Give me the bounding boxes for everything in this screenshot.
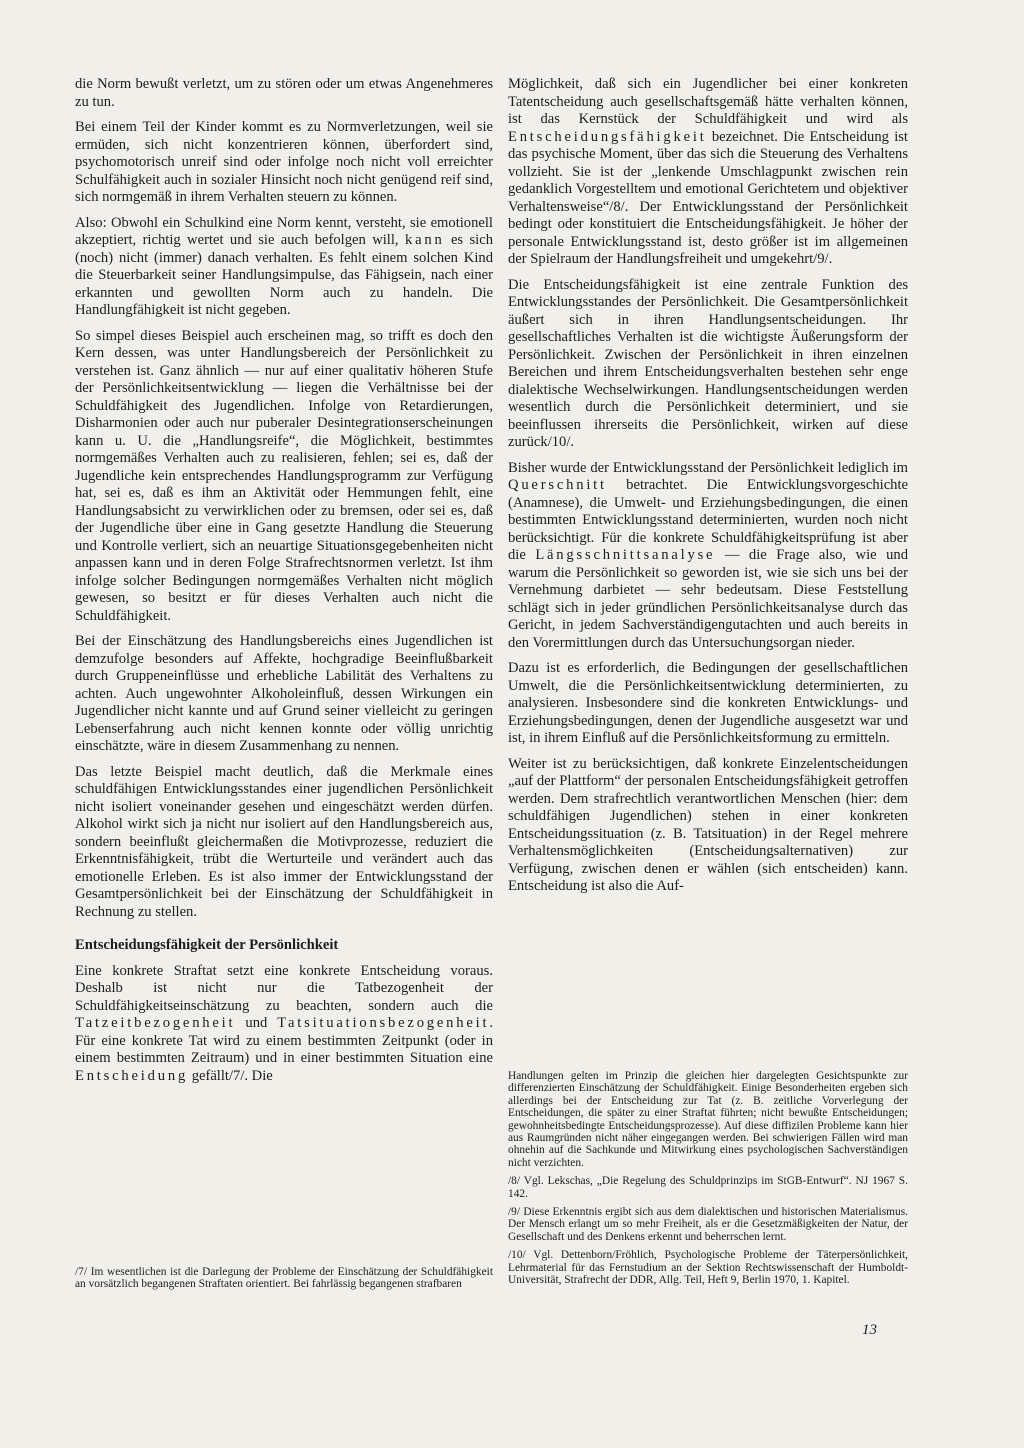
spaced-emphasis: Tatzeitbezogenheit — [75, 1015, 236, 1031]
footnote: /7/ Im wesentlichen ist die Darlegung der Probleme der Einschätzung der Schuldfähigkeit an vorsätzlich begangenen Straftaten orientiert. Bei fahrlässig begangenen strafbaren — [75, 1266, 493, 1291]
paragraph: Das letzte Beispiel macht deutlich, daß die Merkmale eines schuldfähigen Entwicklungsstandes einer jugendlichen Persönlichkeit nicht isoliert voneinander gesehen und eingeschätzt werden dürfen. Alkohol wirkt sich ja nicht nur isoliert auf den Handlungsbereich aus, sondern beeinflußt gleichermaßen die Motivprozesse, reduziert die Erkenntnisfähigkeit, trübt die Werturteile und verändert auch das emotionelle Erleben. Es ist also immer der Entwicklungsstand der Gesamtpersönlichkeit bei der Einschätzung der Schuldfähigkeit in Rechnung zu stellen. — [75, 763, 493, 920]
paragraph: So simpel dieses Beispiel auch erscheinen mag, so trifft es doch den Kern dessen, was unter Handlungsbereich der Persönlichkeit zu verstehen ist. Ganz ähnlich — nur auf einer qualitativ höheren Stufe der Persönlichkeitsentwicklung — liegen die Verhältnisse bei der Schuldfähigkeit des Jugendlichen. Infolge von Retardierungen, Disharmonien oder auch nur puberaler Desintegrationserscheinungen kann u. U. die „Handlungsreife“, die Möglichkeit, bestimmtes normgemäßes Verhalten auch zu realisieren, fehlen; sei es, daß der Jugendliche kein entsprechendes Handlungsprogramm zur Verfügung hat, sei es, daß es ihm an Aktivität oder Hemmungen fehlt, eine Handlungsabsicht zu verwirklichen oder zu bremsen, oder sei es, daß der Jugendliche über eine in Gang gesetzte Handlung die Steuerung und Kontrolle verliert, sich an neuartige Situationsgegebenheiten nicht anpassen kann und in deren Folge Strafrechtsnormen verletzt. Ist ihm infolge solcher Bedingungen normgemäßes Verhalten nicht möglich gewesen, so besitzt er für dieses Verhalten auch nicht die Schuldfähigkeit. — [75, 327, 493, 624]
text-run: Bisher wurde der Entwicklungsstand der Persönlichkeit lediglich im — [508, 459, 908, 476]
paragraph: die Norm bewußt verletzt, um zu stören oder um etwas Angenehmeres zu tun. — [75, 76, 493, 110]
paragraph: Bei einem Teil der Kinder kommt es zu Normverletzungen, weil sie ermüden, sich nicht konzentrieren können, überfordert sind, psychomotorisch unreif sind oder infolge noch nicht voll erreichter Schulfähigkeit auch in sozialer Hinsicht noch nicht genügend reif sind, sich normgemäß in ihrem Verhalten steuern zu können. — [75, 119, 493, 205]
footnote: Handlungen gelten im Prinzip die gleichen hier dargelegten Gesichtspunkte zur differenzierten Einschätzung der Schuldfähigkeit. Einige Besonderheiten ergeben sich allerdings bei der Entscheidung zur Tat (z. B. zeitliche Vorverlegung der Entscheidungen, die später zu einer Straftat führten; nicht bewußte Entscheidungen; gewohnheitsbedingte Entscheidungsprozesse). Auf diese diffizilen Probleme kann hier aus Raumgründen nicht näher eingegangen werden. Bei schwierigen Fällen wird man ohnehin auf die Sachkunde und Mitwirkung eines psychologischen Sachverständigen nicht verzichten. — [508, 1070, 908, 1169]
left-column — [75, 76, 493, 1093]
footnote: /10/ Vgl. Dettenborn/Fröhlich, Psychologische Probleme der Täterpersönlichkeit, Lehrmaterial für das Fernstudium an der Sektion Rechtswissenschaft der Humboldt-Universität, Strafrecht der DDR, Allg. Teil, Heft 9, Berlin 1970, 1. Kapitel. — [508, 1249, 908, 1287]
spaced-emphasis: Entscheidung — [75, 1067, 189, 1084]
text-run: und — [235, 1015, 278, 1031]
spaced-emphasis: kann — [404, 232, 445, 248]
section-heading: Entscheidungsfähigkeit der Persönlichkeit — [75, 937, 339, 953]
paragraph — [75, 215, 493, 320]
paragraph — [75, 963, 493, 1086]
paragraph: Weiter ist zu berücksichtigen, daß konkrete Einzelentscheidungen „auf der Plattform“ der personalen Entscheidungsfähigkeit getroffen werden. Dem strafrechtlich verantwortlichen Menschen (hier: dem schuldfähigen Jugendlichen) stehen in einer konkreten Entscheidungssituation (z. B. Tatsituation) in der Regel mehrere Verhaltensmöglichkeiten (Entscheidungsalternativen) zur Verfügung, zwischen denen er wählen (sich entscheiden) kann. Entscheidung ist also die Auf- — [508, 755, 908, 894]
footnotes-right — [508, 1070, 908, 1293]
text-run: Möglichkeit, daß sich ein Jugendlicher bei einer konkreten Tatentscheidung auch gesellschaftsgemäß hätte verhalten können, ist das Kernstück der Schuldfähigkeit und wird als — [508, 76, 908, 127]
paragraph — [508, 460, 908, 653]
paragraph: Bei der Einschätzung des Handlungsbereichs eines Jugendlichen ist demzufolge besonders auf Affekte, hochgradige Beeinflußbarkeit durch Gruppeneinflüsse und erhebliche Labilität des Verhaltens zu achten. Auch ungewohnter Alkoholeinfluß, dessen Wirkungen ein Jugendlicher nicht kannte und auf Grund seiner vielleicht zu geringen Lebenserfahrung auch nicht kennen konnte oder völlig unrichtig einschätzte, wäre in diesem Zusammenhang zu nennen. — [75, 633, 493, 754]
text-run: es sich (noch) nicht (immer) danach verhalten. Es fehlt einem solchen Kind die Steuerbarkeit seiner Handlungsimpulse, das Fähigsein, nach einer erkannten und gewollten Norm auch zu handeln. Die Handlungfähigkeit ist nicht gegeben. — [75, 232, 494, 318]
text-run: betrachtet. Die Entwicklungsvorgeschichte (Anamnese), die Umwelt- und Erziehungsbedingungen, die einen bestimmten Entwicklungsstand determinierten, wurden noch nicht berücksichtigt. Für die konkrete Schuldfähigkeitsprüfung ist aber die — [508, 477, 908, 563]
text-run: gefällt/7/. Die — [188, 1067, 273, 1084]
spaced-emphasis: Tatsituationsbezogenheit — [277, 1015, 490, 1031]
paragraph: Dazu ist es erforderlich, die Bedingungen der gesellschaftlichen Umwelt, die die Persönlichkeitsentwicklung determinierten, zu analysieren. Insbesondere sind die konkreten Entwicklungs- und Erziehungsbedingungen, denen der Jugendliche ausgesetzt war und ist, in ihrem Einfluß auf die Persönlichkeitsformung zu ermitteln. — [508, 660, 908, 746]
text-run: Also: Obwohl ein Schulkind eine Norm kennt, versteht, sie emotionell akzeptiert, richtig wertet und sie auch befolgen will, — [75, 214, 493, 248]
text-run: — die Frage also, wie und warum die Persönlichkeit so geworden ist, wie sie sich uns bei der Vernehmung darbietet — sehr bedeutsam. Diese Feststellung schlägt sich in jeder gründlichen Persönlichkeitsanalyse durch das Gericht, in jedem Sachverständigengutachten und auch bereits in den Vorermittlungen durch das Untersuchungsorgan nieder. — [508, 547, 908, 651]
text-run: bezeichnet. Die Entscheidung ist das psychische Moment, über das sich die Steuerung des Verhaltens vollzieht. Sie ist der „lenkende Umschlagpunkt zwischen rein gedanklich Vorgestelltem und emotional Gerichtetem und objektiver Verhaltensweise“/8/. Der Entwicklungsstand der Persönlichkeit bedingt oder konstituiert die Entscheidungsfähigkeit. Je höher der personale Entwicklungsstand ist, desto größer ist im allgemeinen der Spielraum der Handlungsfreiheit und umgekehrt/9/. — [508, 128, 908, 267]
spaced-emphasis: Querschnitt — [508, 477, 607, 493]
footnote: /9/ Diese Erkenntnis ergibt sich aus dem dialektischen und historischen Materialismus. Der Mensch erlangt um so mehr Freiheit, als er die Gesetzmäßigkeiten der Natur, der Gesellschaft und des Denkens erkennt und beherrschen lernt. — [508, 1206, 908, 1243]
paragraph: Die Entscheidungsfähigkeit ist eine zentrale Funktion des Entwicklungsstandes der Persönlichkeit. Die Gesamtpersönlichkeit äußert sich in ihren Handlungsentscheidungen. Ihr gesellschaftliches Verhalten ist die wichtigste Äußerungsform der Persönlichkeit. Zwischen der Persönlichkeit in ihren einzelnen Bereichen und ihrem Entscheidungsverhalten bestehen sehr enge dialektische Wechselwirkungen. Handlungsentscheidungen werden wesentlich durch die Persönlichkeit determiniert, und sie beeinflussen ihrerseits die Persönlichkeit, wirken auf diese zurück/10/. — [508, 276, 908, 450]
right-column — [508, 76, 908, 904]
text-run: Eine konkrete Straftat setzt eine konkrete Entscheidung voraus. Deshalb ist nicht nur die Tatbezogenheit der Schuldfähigkeitseinschätzung zu beachten, sondern auch die — [75, 962, 493, 1014]
footnotes-left — [75, 1266, 493, 1293]
spaced-emphasis: Entscheidungsfähigkeit — [508, 128, 707, 145]
page-number: 13 — [862, 1322, 877, 1338]
footnote: /8/ Vgl. Lekschas, „Die Regelung des Schuldprinzips im StGB-Entwurf“. NJ 1967 S. 142. — [508, 1175, 908, 1200]
paragraph — [508, 76, 908, 269]
text-run: . Für eine konkrete Tat wird zu einem bestimmten Zeitpunkt (oder in einem bestimmten Zeitraum) und in einer bestimmten Situation eine — [75, 1015, 493, 1066]
spaced-emphasis: Längsschnittsanalyse — [535, 547, 716, 563]
